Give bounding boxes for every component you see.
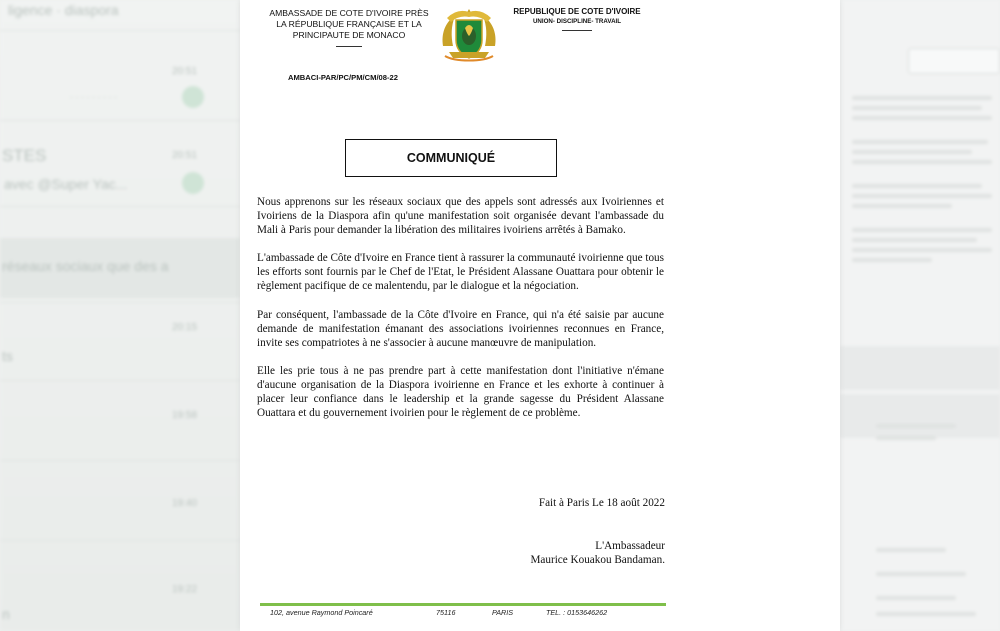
reference-number: AMBACI-PAR/PC/PM/CM/08-22 — [288, 73, 398, 82]
communique-title: COMMUNIQUÉ — [345, 139, 557, 177]
footer-postcode: 75116 — [436, 608, 456, 617]
republic-divider — [562, 30, 592, 31]
republic-header — [502, 7, 652, 31]
communique-page — [240, 0, 840, 631]
footer-address: 102, avenue Raymond Poincaré — [270, 608, 373, 617]
embassy-line-1: AMBASSADE DE COTE D'IVOIRE PRÈS — [269, 8, 429, 18]
paragraph-1: Nous apprenons sur les réseaux sociaux que des appels sont adressés aux Ivoiriennes et Ivoiriens de la Diaspora afin qu'une manifestation soit organisée devant l'ambassade du Mali à Paris pour demander la libération des militaires ivoiriens arrêtés à Bamako. — [257, 196, 664, 237]
footer — [260, 608, 666, 620]
header-divider — [336, 46, 362, 47]
communique-body — [257, 195, 664, 420]
footer-city: PARIS — [492, 608, 514, 617]
signature-name: Maurice Kouakou Bandaman. — [530, 554, 665, 566]
republic-motto: UNION- DISCIPLINE- TRAVAIL — [532, 18, 622, 25]
signature-block — [498, 539, 665, 567]
republic-title: REPUBLIQUE DE COTE D'IVOIRE — [513, 7, 641, 16]
background-side-panel — [840, 0, 1000, 631]
ivory-coast-coat-of-arms-icon — [437, 6, 501, 64]
paragraph-4: Elle les prie tous à ne pas prendre part à cette manifestation dont l'initiative n'émane d'aucune organisation de la Diaspora ivoirienne en France et les exhorte à continuer à placer leur confiance dans le leadership et la grande sagesse du Président Alassane Ouattara et du gouvernement ivoirien pour le règlement de ce problème. — [257, 364, 664, 420]
date-line: Fait à Paris Le 18 août 2022 — [538, 497, 665, 509]
embassy-line-2: LA RÉPUBLIQUE FRANÇAISE ET LA — [276, 19, 422, 29]
embassy-line-3: PRINCIPAUTE DE MONACO — [292, 30, 406, 40]
embassy-header — [254, 8, 444, 47]
footer-phone: TEL. : 0153646262 — [546, 608, 608, 617]
background-chat-list: ligence · diaspora 20:51 · · · · · · · · · STES 20:51 avec @Super Yac... réseaux sociaux que des a 20:15 ts 19:58 19:40 19:22 n — [0, 0, 240, 631]
paragraph-2: L'ambassade de Côte d'Ivoire en France tient à rassurer la communauté ivoirienne que tous les efforts sont fournis par le Chef de l'Etat, le Président Alassane Ouattara pour obtenir le règlement pacifique de ce malentendu, par le dialogue et la négociation. — [257, 252, 664, 293]
footer-rule — [260, 603, 666, 606]
paragraph-3: Par conséquent, l'ambassade de la Côte d'Ivoire en France, qui n'a été saisie par aucune demande de manifestation émanant des associations ivoiriennes reconnues en France, invite ses compatriotes à ne s'associer à aucune manœuvre de manipulation. — [257, 308, 664, 349]
signature-role: L'Ambassadeur — [595, 540, 665, 552]
